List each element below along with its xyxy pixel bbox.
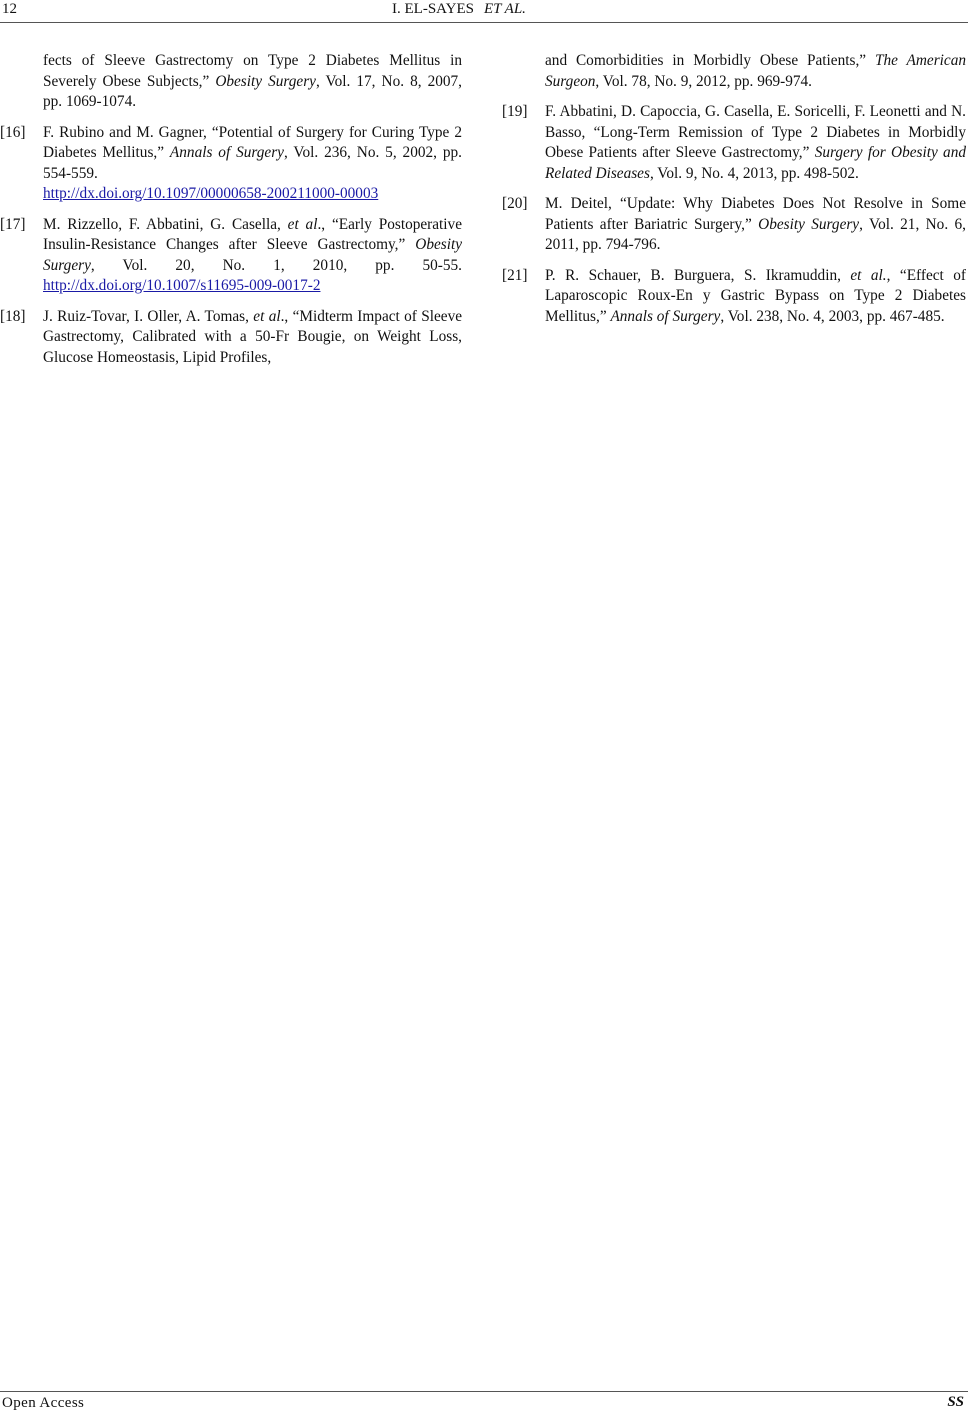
reference-tail: , Vol. 236, No. 5, 2002, pp. 554-559. (43, 144, 462, 182)
reference-number: [17] (0, 215, 26, 233)
reference-tail: , Vol. 238, No. 4, 2003, pp. 467-485. (720, 307, 945, 325)
reference-text: M. Deitel, “Update: Why Diabetes Does Not Resolve in Some Patients after Bariatric Surgery,” (545, 195, 966, 233)
reference-journal: Obesity Surgery (215, 72, 316, 90)
reference-15-continued (0, 51, 462, 113)
open-access-label: Open Access (2, 1395, 85, 1411)
reference-tail: , Vol. 9, No. 4, 2013, pp. 498-502. (649, 164, 859, 182)
reference-tail: , Vol. 17, No. 8, 2007, pp. 1069-1074. (43, 72, 463, 110)
journal-code: SS (947, 1394, 964, 1410)
reference-21 (502, 266, 966, 328)
reference-number: [19] (502, 103, 528, 120)
reference-18-continued (502, 51, 966, 92)
reference-text: J. Ruiz-Tovar, I. Oller, A. Tomas, (43, 307, 254, 325)
reference-16 (0, 123, 462, 205)
reference-journal: The American Surgeon (545, 52, 967, 90)
reference-journal: Annals of Surgery (169, 144, 284, 161)
reference-tail: , Vol. 20, No. 1, 2010, pp. 50-55. (90, 256, 462, 274)
reference-journal: Surgery for Obesity and Related Diseases (545, 144, 966, 182)
reference-tail: , Vol. 21, No. 6, 2011, pp. 794-796. (545, 215, 966, 253)
reference-tail: , Vol. 78, No. 9, 2012, pp. 969-974. (595, 72, 812, 90)
reference-text: and Comorbidities in Morbidly Obese Patients,” (545, 52, 875, 69)
reference-et-al: et al (253, 307, 281, 325)
reference-text: F. Rubino and M. Gagner, “Potential of Surgery for Curing Type 2 Diabetes Mellitus,” (43, 123, 462, 161)
reference-text-2: ., “Midterm Impact of Sleeve Gastrectomy, Calibrated with a 50-Fr Bougie, on Weight Loss, Glucose Homeostasis, Lipid Profiles, (43, 307, 463, 366)
running-head (392, 1, 526, 18)
page-footer (0, 1391, 968, 1414)
reference-number: [20] (502, 195, 528, 212)
reference-number: [18] (0, 307, 26, 325)
reference-journal: Obesity Surgery (43, 236, 462, 274)
reference-journal: Obesity Surgery (758, 215, 860, 233)
reference-journal: Annals of Surgery (610, 307, 721, 325)
page-header (0, 0, 968, 23)
doi-link[interactable]: http://dx.doi.org/10.1007/s11695-009-0017-2 (43, 277, 321, 294)
reference-text: fects of Sleeve Gastrectomy on Type 2 Diabetes Mellitus in Severely Obese Subjects,” (43, 52, 462, 90)
reference-text-2: , “Effect of Laparoscopic Roux-En y Gastric Bypass on Type 2 Diabetes Mellitus,” (545, 266, 966, 325)
reference-text: F. Abbatini, D. Capoccia, G. Casella, E. Soricelli, F. Leonetti and N. Basso, “Long-Term Remission of Type 2 Diabetes in Morbidly Obese Patients after Sleeve Gastrectomy,” (545, 103, 966, 161)
reference-17 (0, 215, 462, 297)
left-column (0, 51, 462, 378)
reference-et-al: et al. (850, 266, 887, 284)
right-column (502, 51, 966, 337)
reference-text-2: ., “Early Postoperative Insulin-Resistance Changes after Sleeve Gastrectomy,” (43, 215, 462, 253)
running-head-authors: I. EL-SAYES (392, 1, 474, 17)
running-head-et-al: ET AL. (483, 1, 526, 17)
reference-et-al: et al (287, 215, 318, 233)
page-number: 12 (2, 1, 17, 17)
reference-number: [16] (0, 123, 26, 141)
reference-text: M. Rizzello, F. Abbatini, G. Casella, (43, 215, 288, 233)
reference-number: [21] (502, 266, 528, 284)
reference-20 (502, 194, 966, 256)
reference-text: P. R. Schauer, B. Burguera, S. Ikramuddin, (545, 266, 851, 284)
reference-18 (0, 307, 462, 369)
reference-19 (502, 102, 966, 184)
doi-link[interactable]: http://dx.doi.org/10.1097/00000658-200211000-00003 (43, 185, 379, 202)
